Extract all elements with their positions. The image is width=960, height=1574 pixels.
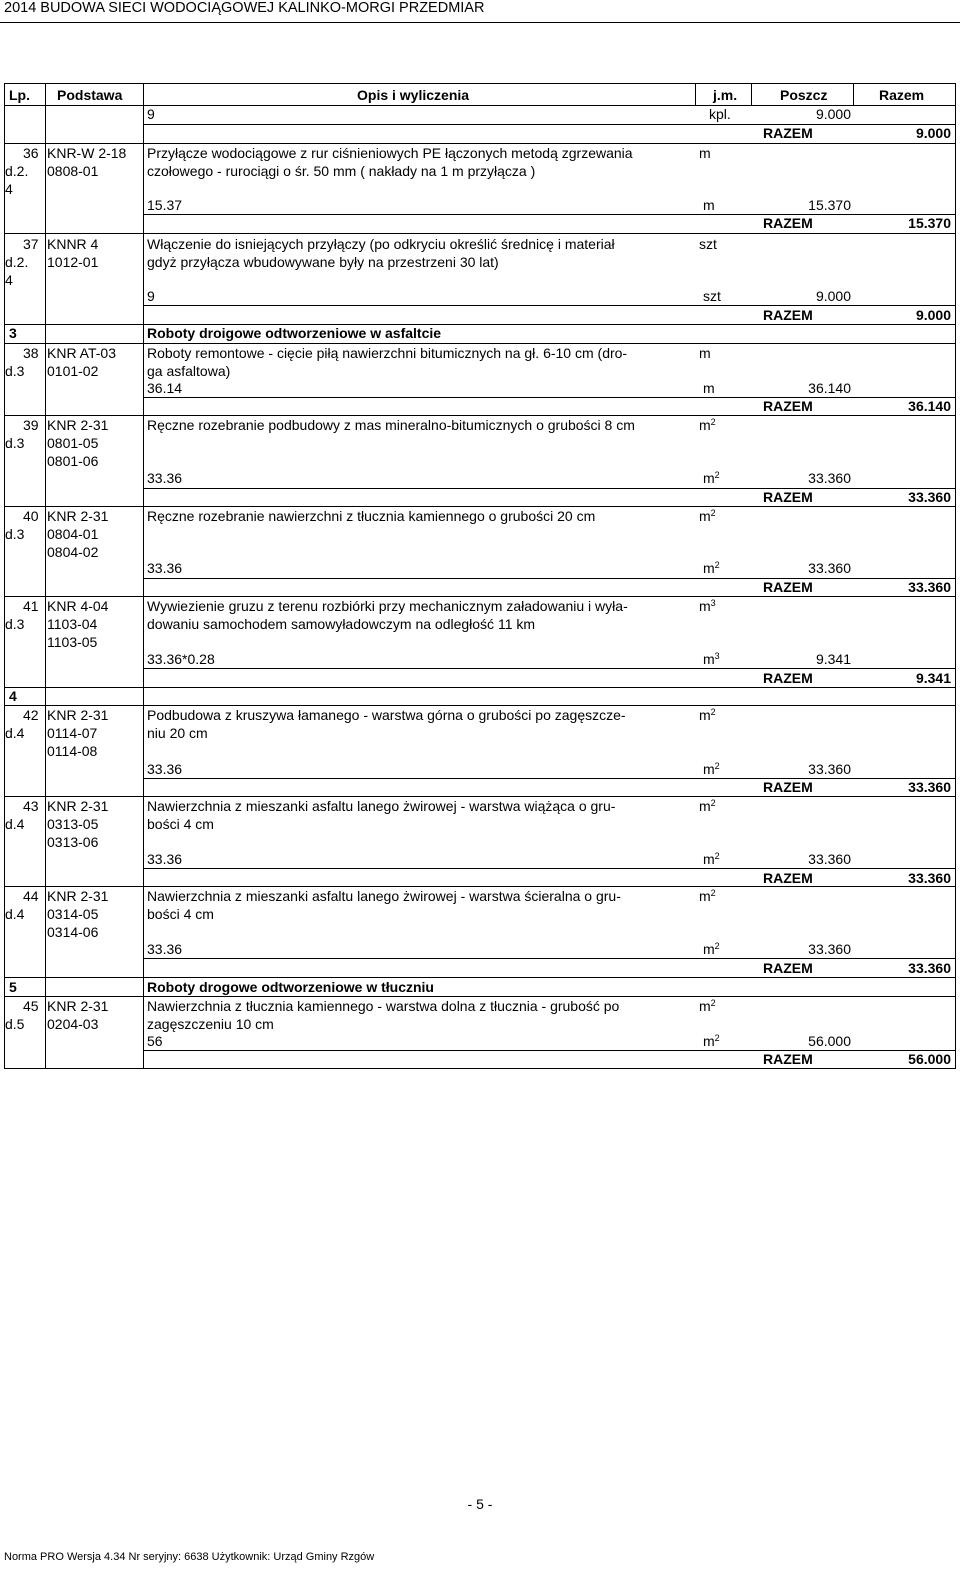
poszcz-value: 33.360 xyxy=(808,560,851,576)
row-divider xyxy=(143,397,955,398)
item-basis: KNR 2-31 xyxy=(47,707,109,723)
unit-exponent: 2 xyxy=(714,560,720,570)
unit-base: m xyxy=(699,798,711,814)
item-basis-code: 0808-01 xyxy=(47,163,99,179)
row-divider xyxy=(5,143,955,144)
item-description-cont: bości 4 cm xyxy=(147,816,214,832)
unit-exponent: 2 xyxy=(714,761,720,771)
unit-exponent: 2 xyxy=(714,470,720,480)
razem-value: 36.140 xyxy=(908,398,951,414)
item-lp-ref: d.4 xyxy=(5,906,25,922)
unit-exponent: 2 xyxy=(710,998,716,1008)
razem-value: 9.000 xyxy=(915,125,951,141)
item-lp-ref: d.3 xyxy=(5,526,25,542)
row-divider xyxy=(5,324,955,325)
item-basis: KNNR 4 xyxy=(47,236,99,252)
page-number: - 5 - xyxy=(467,1496,493,1512)
row-divider xyxy=(5,506,955,507)
unit-base: m xyxy=(699,417,711,433)
item-description-cont: zagęszczeniu 10 cm xyxy=(147,1016,274,1032)
item-description: Ręczne rozebranie nawierzchni z tłucznia kamiennego o grubości 20 cm xyxy=(147,508,596,524)
item-unit: m xyxy=(699,145,711,161)
razem-value: 9.341 xyxy=(915,670,951,686)
calc: 33.36 xyxy=(147,470,183,486)
item-description-cont: gdyż przyłącza wbudowywane były na przestrzeni 30 lat) xyxy=(147,254,499,270)
item-basis-code2: 0801-06 xyxy=(47,453,99,469)
calc-unit xyxy=(703,469,720,487)
razem-label: RAZEM xyxy=(763,960,813,976)
item-description: Włączenie do isniejących przyłączy (po odkryciu określić średnicę i materiał xyxy=(147,236,615,252)
item-basis-code: 0313-05 xyxy=(47,816,99,832)
row-divider xyxy=(143,1050,955,1051)
section-number: 5 xyxy=(9,979,17,995)
row-divider xyxy=(143,578,955,579)
unit-base: m xyxy=(699,998,711,1014)
column-divider xyxy=(45,84,46,1069)
section-number: 4 xyxy=(9,688,17,704)
razem-value: 33.360 xyxy=(908,779,951,795)
razem-value: 33.360 xyxy=(908,579,951,595)
calc-unit xyxy=(703,940,720,958)
unit-base: m xyxy=(703,851,715,867)
item-description: Nawierzchnia z mieszanki asfaltu lanego żwirowej - warstwa ścieralna o gru- xyxy=(147,888,621,904)
poszcz-value: 33.360 xyxy=(808,941,851,957)
row-divider xyxy=(143,124,955,125)
item-basis-code: 0804-01 xyxy=(47,526,99,542)
item-basis-code2: 0313-06 xyxy=(47,834,99,850)
row-divider xyxy=(5,687,955,688)
item-lp-ref: d.2. xyxy=(5,163,29,179)
unit-base: m xyxy=(703,651,715,667)
column-divider xyxy=(853,84,854,105)
col-jm: j.m. xyxy=(713,87,738,103)
row-divider xyxy=(5,343,955,344)
item-basis: KNR-W 2-18 xyxy=(47,145,127,161)
row-divider xyxy=(5,596,955,597)
razem-value: 33.360 xyxy=(908,489,951,505)
unit-exponent: 2 xyxy=(710,417,716,427)
item-unit xyxy=(699,997,716,1015)
poszcz-value: 33.360 xyxy=(808,470,851,486)
item-basis: KNR 2-31 xyxy=(47,417,109,433)
razem-value: 56.000 xyxy=(908,1051,951,1067)
item-basis-code: 0204-03 xyxy=(47,1016,99,1032)
item-lp: 41 xyxy=(23,598,39,614)
item-lp-ref: d.4 xyxy=(5,725,25,741)
calc: 33.36 xyxy=(147,560,183,576)
item-lp-ref2: 4 xyxy=(5,181,13,197)
unit-exponent: 2 xyxy=(714,1033,720,1043)
cost-table xyxy=(4,83,956,1069)
poszcz-value: 9.000 xyxy=(815,288,851,304)
item-unit: szt xyxy=(699,236,717,252)
calc-unit: m xyxy=(703,380,715,396)
item-basis-code: 0314-05 xyxy=(47,906,99,922)
item-description: Ręczne rozebranie podbudowy z mas mineralno-bitumicznych o grubości 8 cm xyxy=(147,417,635,433)
section-number: 3 xyxy=(9,325,17,341)
item-description-cont: ga asfaltowa) xyxy=(147,363,231,379)
item-basis: KNR 4-04 xyxy=(47,598,109,614)
poszcz-value: 15.370 xyxy=(808,197,851,213)
razem-label: RAZEM xyxy=(763,779,813,795)
col-opis: Opis i wyliczenia xyxy=(357,87,470,103)
calc-unit xyxy=(703,760,720,778)
unit-base: m xyxy=(699,598,711,614)
razem-value: 15.370 xyxy=(908,215,951,231)
calc: 15.37 xyxy=(147,197,183,213)
row-divider xyxy=(5,977,955,978)
item-lp-ref: d.3 xyxy=(5,435,25,451)
item-basis-code2: 0114-08 xyxy=(47,743,98,759)
row-divider xyxy=(5,105,955,106)
item-lp-ref2: 4 xyxy=(5,272,13,288)
column-divider xyxy=(695,84,696,105)
row-divider xyxy=(5,233,955,234)
item-lp: 45 xyxy=(23,998,39,1014)
item-unit xyxy=(699,706,716,724)
calc: 33.36 xyxy=(147,851,183,867)
poszcz-value: 9.000 xyxy=(815,106,851,122)
unit-exponent: 2 xyxy=(710,888,716,898)
row-divider xyxy=(143,958,955,959)
row-divider xyxy=(5,415,955,416)
razem-label: RAZEM xyxy=(763,1051,813,1067)
item-basis-code: 1012-01 xyxy=(47,254,99,270)
unit-exponent: 2 xyxy=(710,508,716,518)
row-divider xyxy=(5,886,955,887)
unit-exponent: 2 xyxy=(710,707,716,717)
razem-label: RAZEM xyxy=(763,870,813,886)
item-unit xyxy=(699,416,716,434)
calc: 33.36 xyxy=(147,941,183,957)
col-podstawa: Podstawa xyxy=(57,87,123,103)
unit-exponent: 2 xyxy=(714,851,720,861)
footer-text: Norma PRO Wersja 4.34 Nr seryjny: 6638 Użytkownik: Urząd Gminy Rzgów xyxy=(4,1551,375,1563)
item-unit xyxy=(699,597,716,615)
item-lp-ref: d.5 xyxy=(5,1016,25,1032)
calc-unit xyxy=(703,650,720,668)
razem-label: RAZEM xyxy=(763,670,813,686)
row-divider xyxy=(5,796,955,797)
item-basis: KNR 2-31 xyxy=(47,508,109,524)
item-unit xyxy=(699,507,716,525)
unit-exponent: 3 xyxy=(714,651,720,661)
item-lp: 38 xyxy=(23,345,39,361)
item-description: Podbudowa z kruszywa łamanego - warstwa górna o grubości po zagęszcze- xyxy=(147,707,626,723)
item-basis-code: 0801-05 xyxy=(47,435,99,451)
calc: 9 xyxy=(147,288,155,304)
row-divider xyxy=(143,778,955,779)
unit-base: m xyxy=(703,1033,715,1049)
item-description: Przyłącze wodociągowe z rur ciśnieniowych PE łączonych metodą zgrzewania xyxy=(147,145,633,161)
poszcz-value: 33.360 xyxy=(808,851,851,867)
razem-label: RAZEM xyxy=(763,398,813,414)
item-description: Nawierzchnia z tłucznia kamiennego - warstwa dolna z tłucznia - grubość po xyxy=(147,998,620,1014)
column-divider xyxy=(751,84,752,105)
unit-exponent: 2 xyxy=(714,941,720,951)
unit-exponent: 2 xyxy=(710,798,716,808)
unit-base: m xyxy=(703,761,715,777)
column-divider xyxy=(143,84,144,1069)
item-lp: 42 xyxy=(23,707,39,723)
item-description-cont: niu 20 cm xyxy=(147,725,208,741)
calc-unit xyxy=(703,1032,720,1050)
unit-exponent: 3 xyxy=(710,598,716,608)
item-lp-ref: d.2. xyxy=(5,254,29,270)
row-divider xyxy=(143,305,955,306)
item-lp: 36 xyxy=(23,145,39,161)
calc-unit xyxy=(703,559,720,577)
razem-label: RAZEM xyxy=(763,489,813,505)
calc-unit: m xyxy=(703,197,715,213)
calc: 33.36*0.28 xyxy=(147,651,215,667)
razem-label: RAZEM xyxy=(763,125,813,141)
calc: 56 xyxy=(147,1033,163,1049)
item-basis-code: 0114-07 xyxy=(47,725,98,741)
item-unit xyxy=(699,887,716,905)
document-title: 2014 BUDOWA SIECI WODOCIĄGOWEJ KALINKO-MORGI PRZEDMIAR xyxy=(4,0,485,16)
item-basis: KNR 2-31 xyxy=(47,998,109,1014)
col-razem: Razem xyxy=(879,87,925,103)
item-basis: KNR 2-31 xyxy=(47,888,109,904)
item-basis-code: 0101-02 xyxy=(47,363,99,379)
item-lp: 44 xyxy=(23,888,39,904)
item-lp-ref: d.4 xyxy=(5,816,25,832)
item-basis-code: 1103-04 xyxy=(47,616,98,632)
calc-unit: kpl. xyxy=(709,106,731,122)
razem-label: RAZEM xyxy=(763,307,813,323)
item-basis-code2: 1103-05 xyxy=(47,634,98,650)
section-title: Roboty droigowe odtworzeniowe w asfaltcie xyxy=(147,325,442,341)
poszcz-value: 9.341 xyxy=(815,651,851,667)
item-description-cont: bości 4 cm xyxy=(147,906,214,922)
row-divider xyxy=(143,668,955,669)
item-description: Roboty remontowe - cięcie piłą nawierzchni bitumicznych na gł. 6-10 cm (dro- xyxy=(147,345,628,361)
item-basis-code2: 0804-02 xyxy=(47,544,99,560)
col-lp: Lp. xyxy=(9,87,30,103)
unit-base: m xyxy=(699,707,711,723)
row-divider xyxy=(5,705,955,706)
item-unit: m xyxy=(699,345,711,361)
poszcz-value: 36.140 xyxy=(808,380,851,396)
item-lp: 39 xyxy=(23,417,39,433)
item-basis-code2: 0314-06 xyxy=(47,924,99,940)
unit-base: m xyxy=(699,888,711,904)
unit-base: m xyxy=(703,560,715,576)
item-lp-ref: d.3 xyxy=(5,363,25,379)
razem-value: 33.360 xyxy=(908,960,951,976)
calc: 36.14 xyxy=(147,380,183,396)
item-lp-ref: d.3 xyxy=(5,616,25,632)
row-divider xyxy=(5,996,955,997)
unit-base: m xyxy=(703,470,715,486)
unit-base: m xyxy=(699,508,711,524)
row-divider xyxy=(143,488,955,489)
calc: 9 xyxy=(147,106,155,122)
row-divider xyxy=(143,868,955,869)
header-rule xyxy=(0,22,960,23)
calc-unit xyxy=(703,850,720,868)
item-description-cont: dowaniu samochodem samowyładowczym na odległość 11 km xyxy=(147,616,536,632)
razem-label: RAZEM xyxy=(763,215,813,231)
unit-base: m xyxy=(703,941,715,957)
item-basis: KNR 2-31 xyxy=(47,798,109,814)
poszcz-value: 56.000 xyxy=(808,1033,851,1049)
item-unit xyxy=(699,797,716,815)
col-poszcz: Poszcz xyxy=(780,87,828,103)
razem-value: 33.360 xyxy=(908,870,951,886)
section-title: Roboty drogowe odtworzeniowe w tłuczniu xyxy=(147,979,434,995)
item-description: Nawierzchnia z mieszanki asfaltu lanego żwirowej - warstwa wiążąca o gru- xyxy=(147,798,616,814)
item-description: Wywiezienie gruzu z terenu rozbiórki przy mechanicznym załadowaniu i wyła- xyxy=(147,598,628,614)
item-description-cont: czołowego - rurociągi o śr. 50 mm ( nakłady na 1 m przyłącza ) xyxy=(147,163,536,179)
poszcz-value: 33.360 xyxy=(808,761,851,777)
calc: 33.36 xyxy=(147,761,183,777)
item-lp: 37 xyxy=(23,236,39,252)
item-basis: KNR AT-03 xyxy=(47,345,116,361)
razem-value: 9.000 xyxy=(915,307,951,323)
item-lp: 40 xyxy=(23,508,39,524)
razem-label: RAZEM xyxy=(763,579,813,595)
calc-unit: szt xyxy=(703,288,721,304)
item-lp: 43 xyxy=(23,798,39,814)
row-divider xyxy=(143,214,955,215)
